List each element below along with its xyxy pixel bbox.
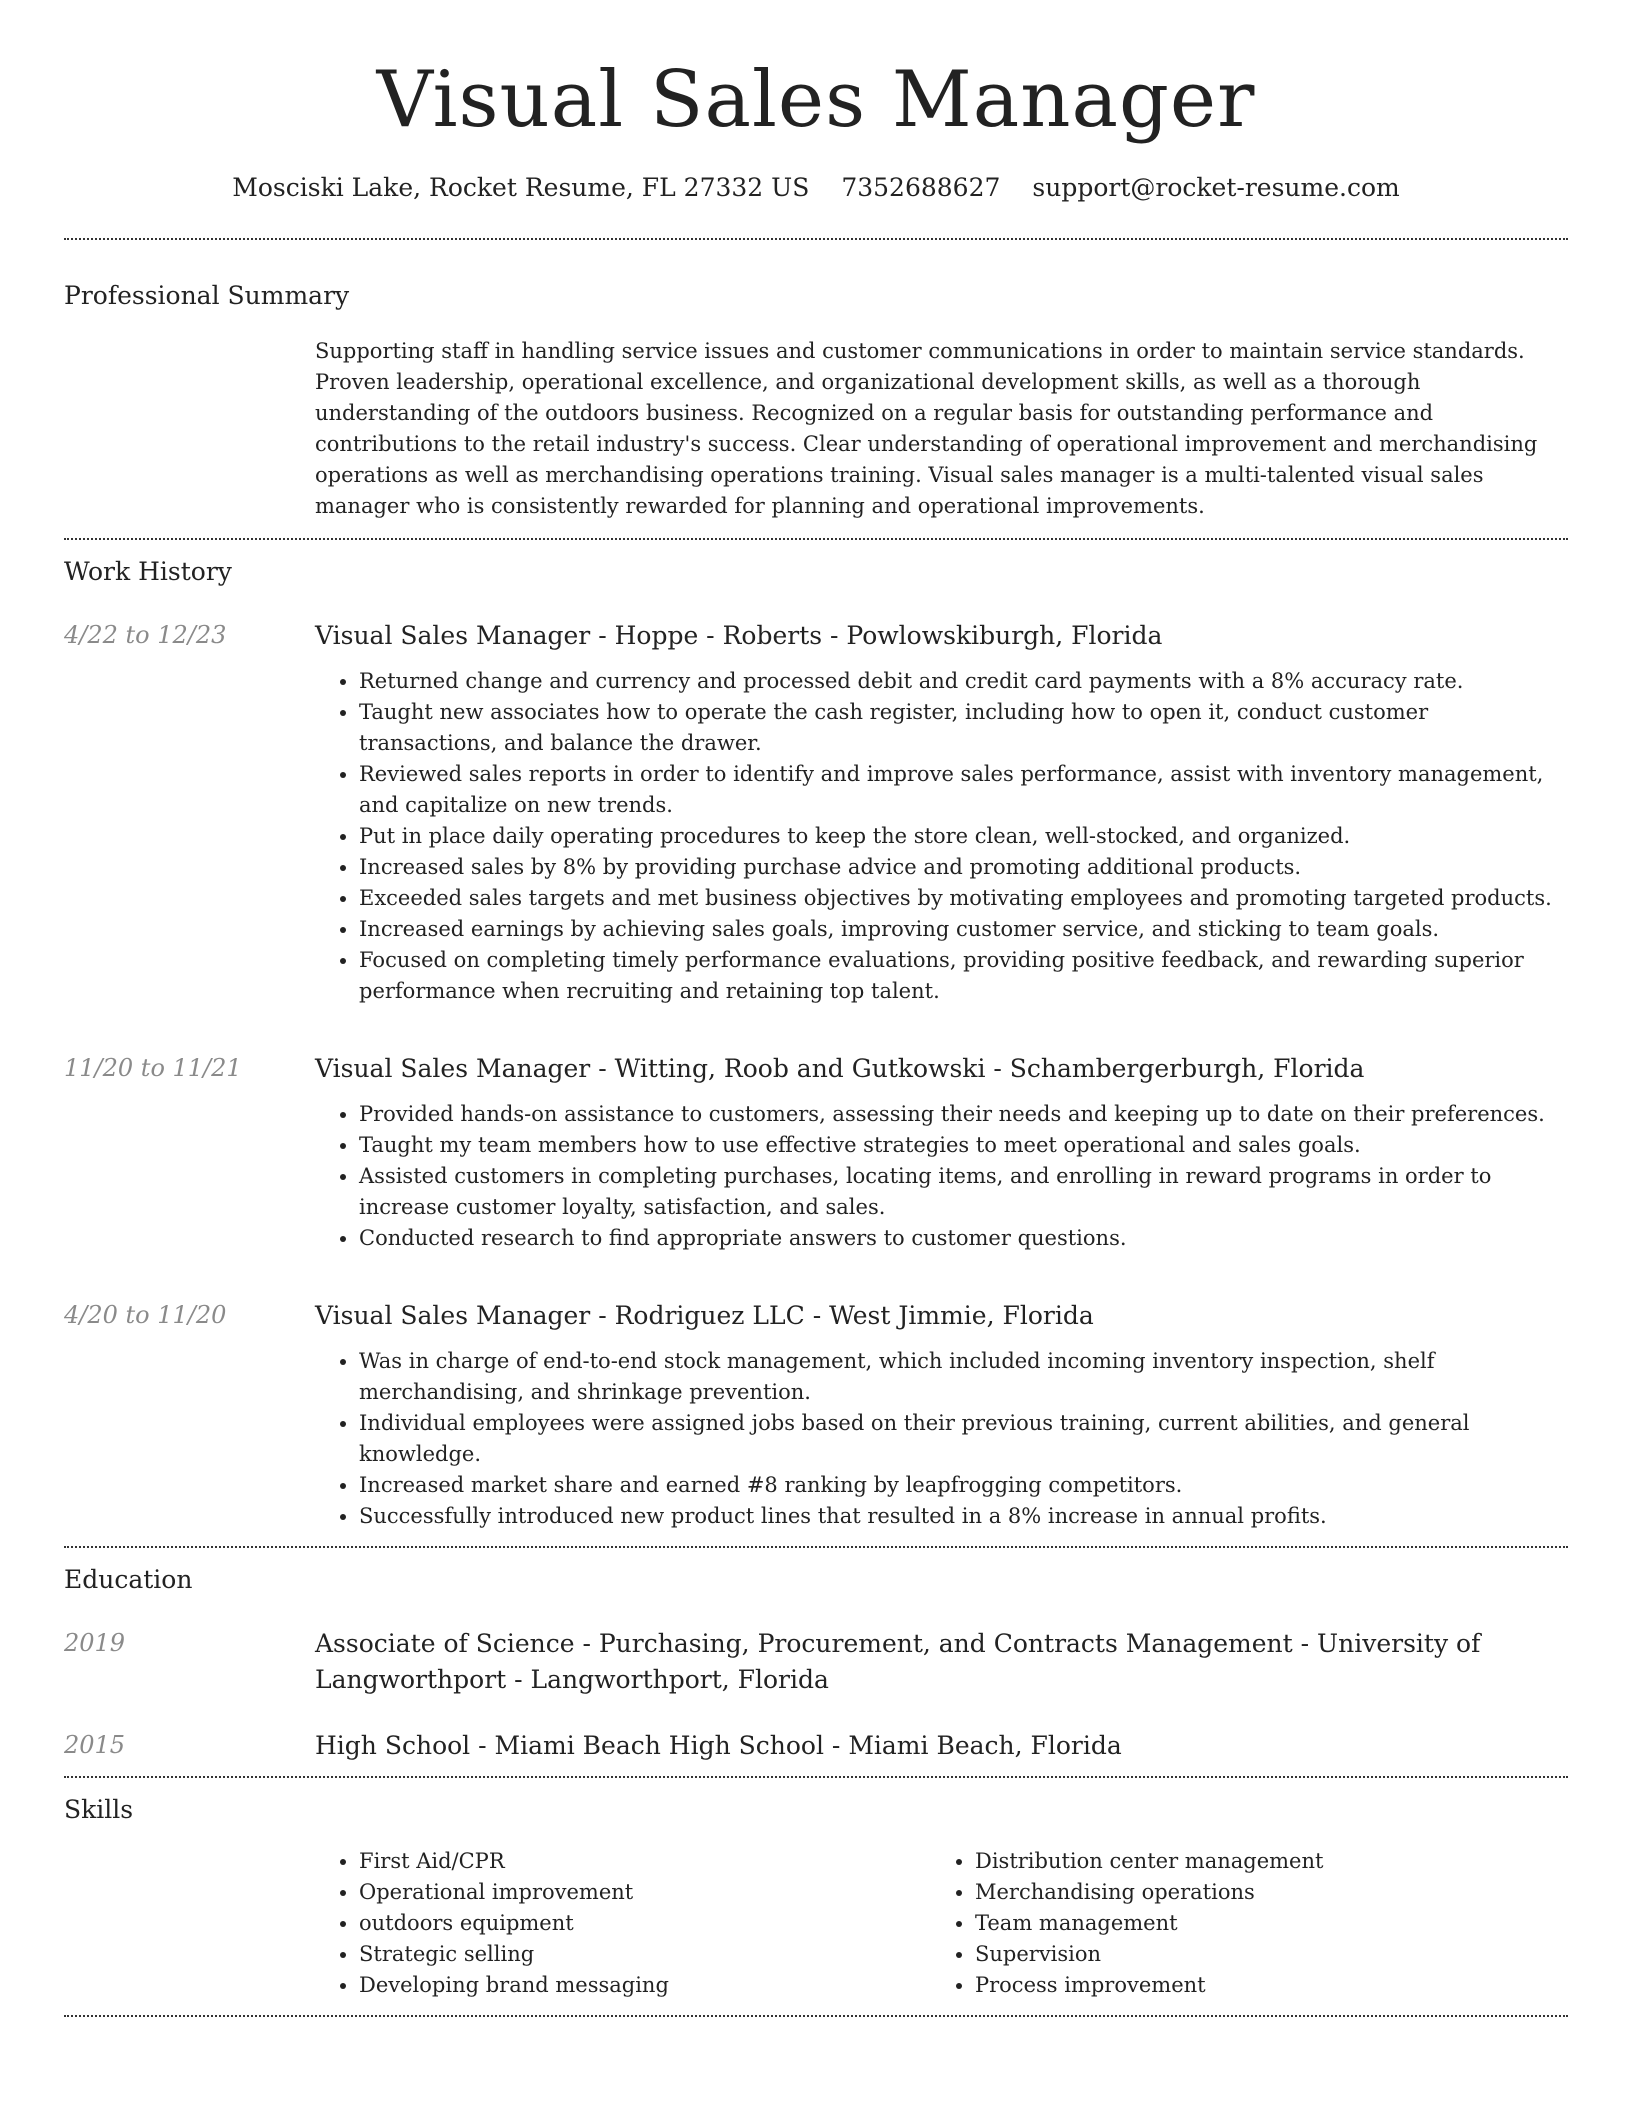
education-school: - University of Langworthport - Langworthport, Florida [315, 1629, 1481, 1694]
work-heading: Visual Sales Manager - Rodriguez LLC - West Jimmie, Florida [315, 1301, 1094, 1330]
list-item: • Focused on completing timely performance evaluations, providing positive feedback, and rewarding superior performance when recruiting and retaining top talent. [359, 945, 1568, 1007]
list-item: • Exceeded sales targets and met business objectives by motivating employees and promoting targeted products. [359, 883, 1568, 914]
work-bullets [315, 1099, 1568, 1254]
skills-column-right [931, 1846, 1547, 2001]
list-item: • Supervision [975, 1939, 1547, 1970]
education-year: 2019 [64, 1629, 126, 1657]
list-item: • Reviewed sales reports in order to identify and improve sales performance, assist with inventory management, and capitalize on new trends. [359, 759, 1568, 821]
list-item: • Individual employees were assigned jobs based on their previous training, current abilities, and general knowledge. [359, 1408, 1568, 1470]
list-item: • Taught my team members how to use effective strategies to meet operational and sales goals. [359, 1130, 1568, 1161]
contact-address: Mosciski Lake, Rocket Resume, FL 27332 US [232, 173, 810, 202]
education-heading [315, 1728, 1568, 1764]
work-entry [64, 1298, 1568, 1532]
work-entry [64, 1051, 1568, 1254]
list-item: • Team management [975, 1908, 1547, 1939]
list-item: • Strategic selling [359, 1939, 931, 1970]
section-title-education: Education [64, 1565, 193, 1594]
work-dates: 11/20 to 11/21 [64, 1054, 242, 1082]
education-entry [64, 1626, 1568, 1698]
divider [64, 238, 1568, 240]
education-degree: Associate of Science - Purchasing, Procurement, and Contracts Management [315, 1629, 1293, 1658]
list-item: • Merchandising operations [975, 1877, 1547, 1908]
skills-list [315, 1846, 1568, 2001]
list-item: • Conducted research to find appropriate answers to customer questions. [359, 1223, 1568, 1254]
section-title-summary: Professional Summary [64, 281, 350, 310]
list-item: • Put in place daily operating procedures to keep the store clean, well-stocked, and organized. [359, 821, 1568, 852]
list-item: • Increased earnings by achieving sales goals, improving customer service, and sticking to team goals. [359, 914, 1568, 945]
work-heading: Visual Sales Manager - Witting, Roob and Gutkowski - Schambergerburgh, Florida [315, 1054, 1365, 1083]
list-item: • outdoors equipment [359, 1908, 931, 1939]
skills-column-left [315, 1846, 931, 2001]
list-item: • Increased market share and earned #8 ranking by leapfrogging competitors. [359, 1470, 1568, 1501]
divider [64, 1776, 1568, 1778]
education-year: 2015 [64, 1731, 126, 1759]
list-item: • Process improvement [975, 1970, 1547, 2001]
list-item: • Taught new associates how to operate the cash register, including how to open it, conduct customer transactions, and balance the drawer. [359, 697, 1568, 759]
work-entry [64, 618, 1568, 1007]
contact-phone: 7352688627 [841, 173, 1001, 202]
list-item: • Developing brand messaging [359, 1970, 931, 2001]
summary-text: Supporting staff in handling service issues and customer communications in order to maintain service standards. Proven leadership, operational excellence, and organizational development skills, as well as a thorough understanding of the outdoors business. Recognized on a regular basis for outstanding performance and contributions to the retail industry's success. Clear understanding of operational improvement and merchandising operations as well as merchandising operations training. Visual sales manager is a multi-talented visual sales manager who is consistently rewarded for planning and operational improvements. [315, 339, 1538, 518]
divider [64, 538, 1568, 540]
divider [64, 1546, 1568, 1548]
work-bullets [315, 1346, 1568, 1532]
education-degree: High School [315, 1731, 471, 1760]
work-heading: Visual Sales Manager - Hoppe - Roberts - Powlowskiburgh, Florida [315, 621, 1163, 650]
work-dates: 4/22 to 12/23 [64, 621, 227, 649]
work-bullets [315, 666, 1568, 1007]
list-item: • Distribution center management [975, 1846, 1547, 1877]
education-entry [64, 1728, 1568, 1764]
list-item: • Provided hands-on assistance to customers, assessing their needs and keeping up to date on their preferences. [359, 1099, 1568, 1130]
list-item: • Returned change and currency and processed debit and credit card payments with a 8% accuracy rate. [359, 666, 1568, 697]
list-item: • Assisted customers in completing purchases, locating items, and enrolling in reward programs in order to increase customer loyalty, satisfaction, and sales. [359, 1161, 1568, 1223]
education-school: - Miami Beach High School - Miami Beach, Florida [470, 1731, 1122, 1760]
work-dates: 4/20 to 11/20 [64, 1301, 227, 1329]
contact-email: support@rocket-resume.com [1032, 173, 1400, 202]
list-item: • Increased sales by 8% by providing purchase advice and promoting additional products. [359, 852, 1568, 883]
section-title-skills: Skills [64, 1795, 134, 1824]
list-item: • First Aid/CPR [359, 1846, 931, 1877]
education-heading [315, 1626, 1568, 1698]
list-item: • Successfully introduced new product lines that resulted in a 8% increase in annual profits. [359, 1501, 1568, 1532]
list-item: • Operational improvement [359, 1877, 931, 1908]
resume-name: Visual Sales Manager [376, 55, 1256, 145]
divider [64, 2015, 1568, 2017]
section-title-work-history: Work History [64, 557, 232, 586]
contact-line [64, 172, 1568, 204]
list-item: • Was in charge of end-to-end stock management, which included incoming inventory inspection, shelf merchandising, and shrinkage prevention. [359, 1346, 1568, 1408]
